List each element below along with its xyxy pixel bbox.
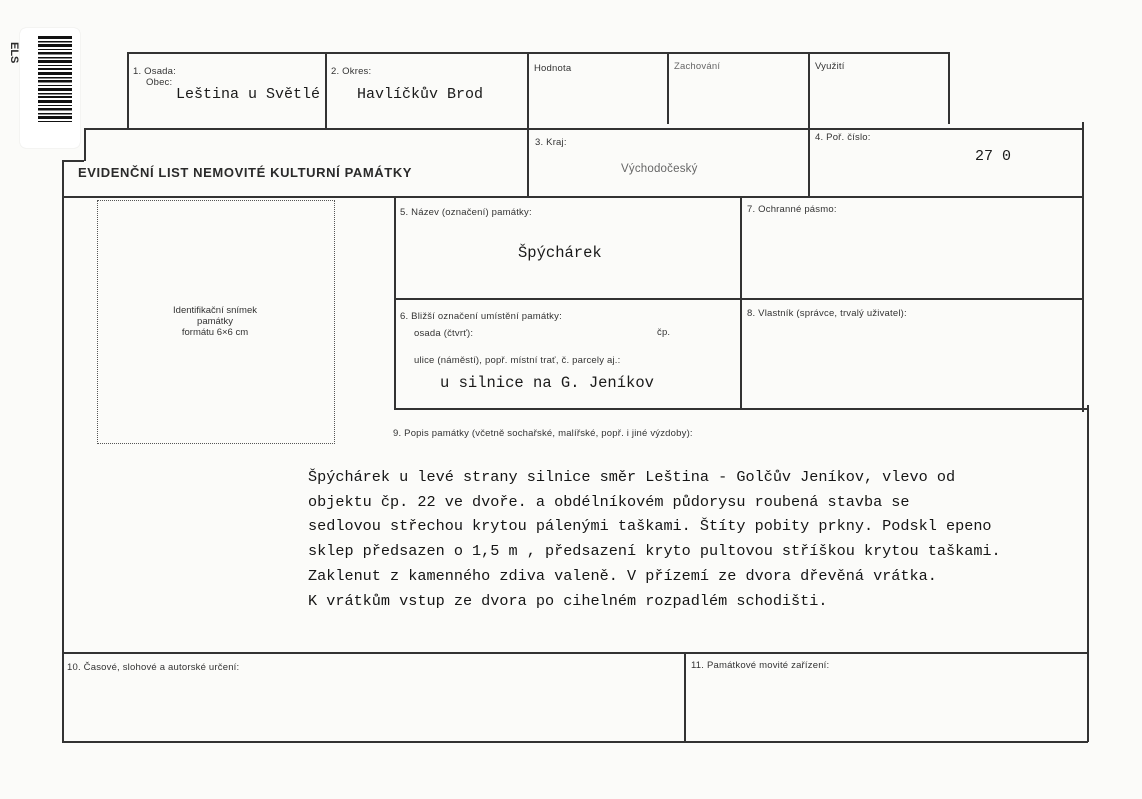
rule <box>1082 122 1084 412</box>
kraj-value: Východočeský <box>621 163 698 175</box>
rule <box>127 52 129 130</box>
photo-caption-line: památky <box>197 316 233 327</box>
description-line: sedlovou střechou krytou pálenými taškami. Štíty pobity prkny. Podskl epeno <box>308 517 992 535</box>
popis-label: 9. Popis památky (včetně sochařské, malířské, popř. i jiné výzdoby): <box>393 428 693 439</box>
hodnota-label: Hodnota <box>534 63 572 74</box>
obec-value: Leština u Světlé <box>176 86 321 103</box>
okres-label: 2. Okres: <box>331 66 372 77</box>
rule <box>62 160 84 162</box>
rule <box>394 196 396 409</box>
rule <box>808 52 810 196</box>
rule <box>62 652 1087 654</box>
osada-ctvrt-label: osada (čtvrť): <box>414 328 474 339</box>
form-title: EVIDENČNÍ LIST NEMOVITÉ KULTURNÍ PAMÁTKY <box>78 165 413 180</box>
por-cislo-label: 4. Poř. číslo: <box>815 132 871 143</box>
rule <box>394 408 1087 410</box>
ulice-label: ulice (náměstí), popř. místní trať, č. parcely aj.: <box>414 355 621 366</box>
description-line: K vrátkům vstup ze dvora po cihelném rozpadlém schodišti. <box>308 592 828 610</box>
rule <box>62 160 64 742</box>
kraj-label: 3. Kraj: <box>535 137 567 148</box>
cp-label: čp. <box>657 327 671 338</box>
umisteni-label: 6. Bližší označení umístění památky: <box>400 311 562 322</box>
barcode-label: ELS <box>8 42 20 64</box>
photo-caption-line: formátu 6×6 cm <box>181 327 249 338</box>
rule <box>1087 405 1089 742</box>
description-line: Zaklenut z kamenného zdiva valeně. V přízemí ze dvora dřevěná vrátka. <box>308 567 937 585</box>
description-line: sklep předsazen o 1,5 m , předsazení kryto pultovou stříškou krytou taškami. <box>308 542 1001 560</box>
rule <box>527 52 529 196</box>
rule <box>84 128 86 161</box>
ochranne-label: 7. Ochranné pásmo: <box>747 204 837 215</box>
rule <box>127 52 950 54</box>
photo-caption <box>140 305 290 338</box>
rule <box>740 196 742 409</box>
rule <box>62 741 1088 743</box>
rule <box>325 52 327 130</box>
rule <box>948 52 950 124</box>
rule <box>394 298 1082 300</box>
rule <box>84 128 1084 130</box>
rule <box>684 652 686 742</box>
nazev-label: 5. Název (označení) památky: <box>400 207 532 218</box>
por-cislo-value: 27 0 <box>975 148 1012 165</box>
rule <box>667 52 669 124</box>
vlastnik-label: 8. Vlastník (správce, trvalý uživatel): <box>747 308 907 319</box>
rule <box>62 196 1082 198</box>
nazev-value: Špýchárek <box>518 244 602 262</box>
osada-label: 1. Osada: <box>133 66 176 77</box>
movite-label: 11. Památkové movité zařízení: <box>691 660 830 671</box>
obec-label: Obec: <box>146 77 173 88</box>
photo-caption-line: Identifikační snímek <box>173 305 257 316</box>
description-line: objektu čp. 22 ve dvoře. a obdélníkovém půdorysu roubená stavba se <box>308 493 910 511</box>
vyuziti-label: Využití <box>815 61 845 72</box>
zachovani-label: Zachování <box>674 61 721 72</box>
casove-label: 10. Časové, slohové a autorské určení: <box>67 662 240 673</box>
description-line: Špýchárek u levé strany silnice směr Leština - Golčův Jeníkov, vlevo od <box>308 468 956 486</box>
barcode-icon <box>38 36 72 122</box>
ulice-value: u silnice na G. Jeníkov <box>440 374 654 392</box>
okres-value: Havlíčkův Brod <box>357 86 484 103</box>
